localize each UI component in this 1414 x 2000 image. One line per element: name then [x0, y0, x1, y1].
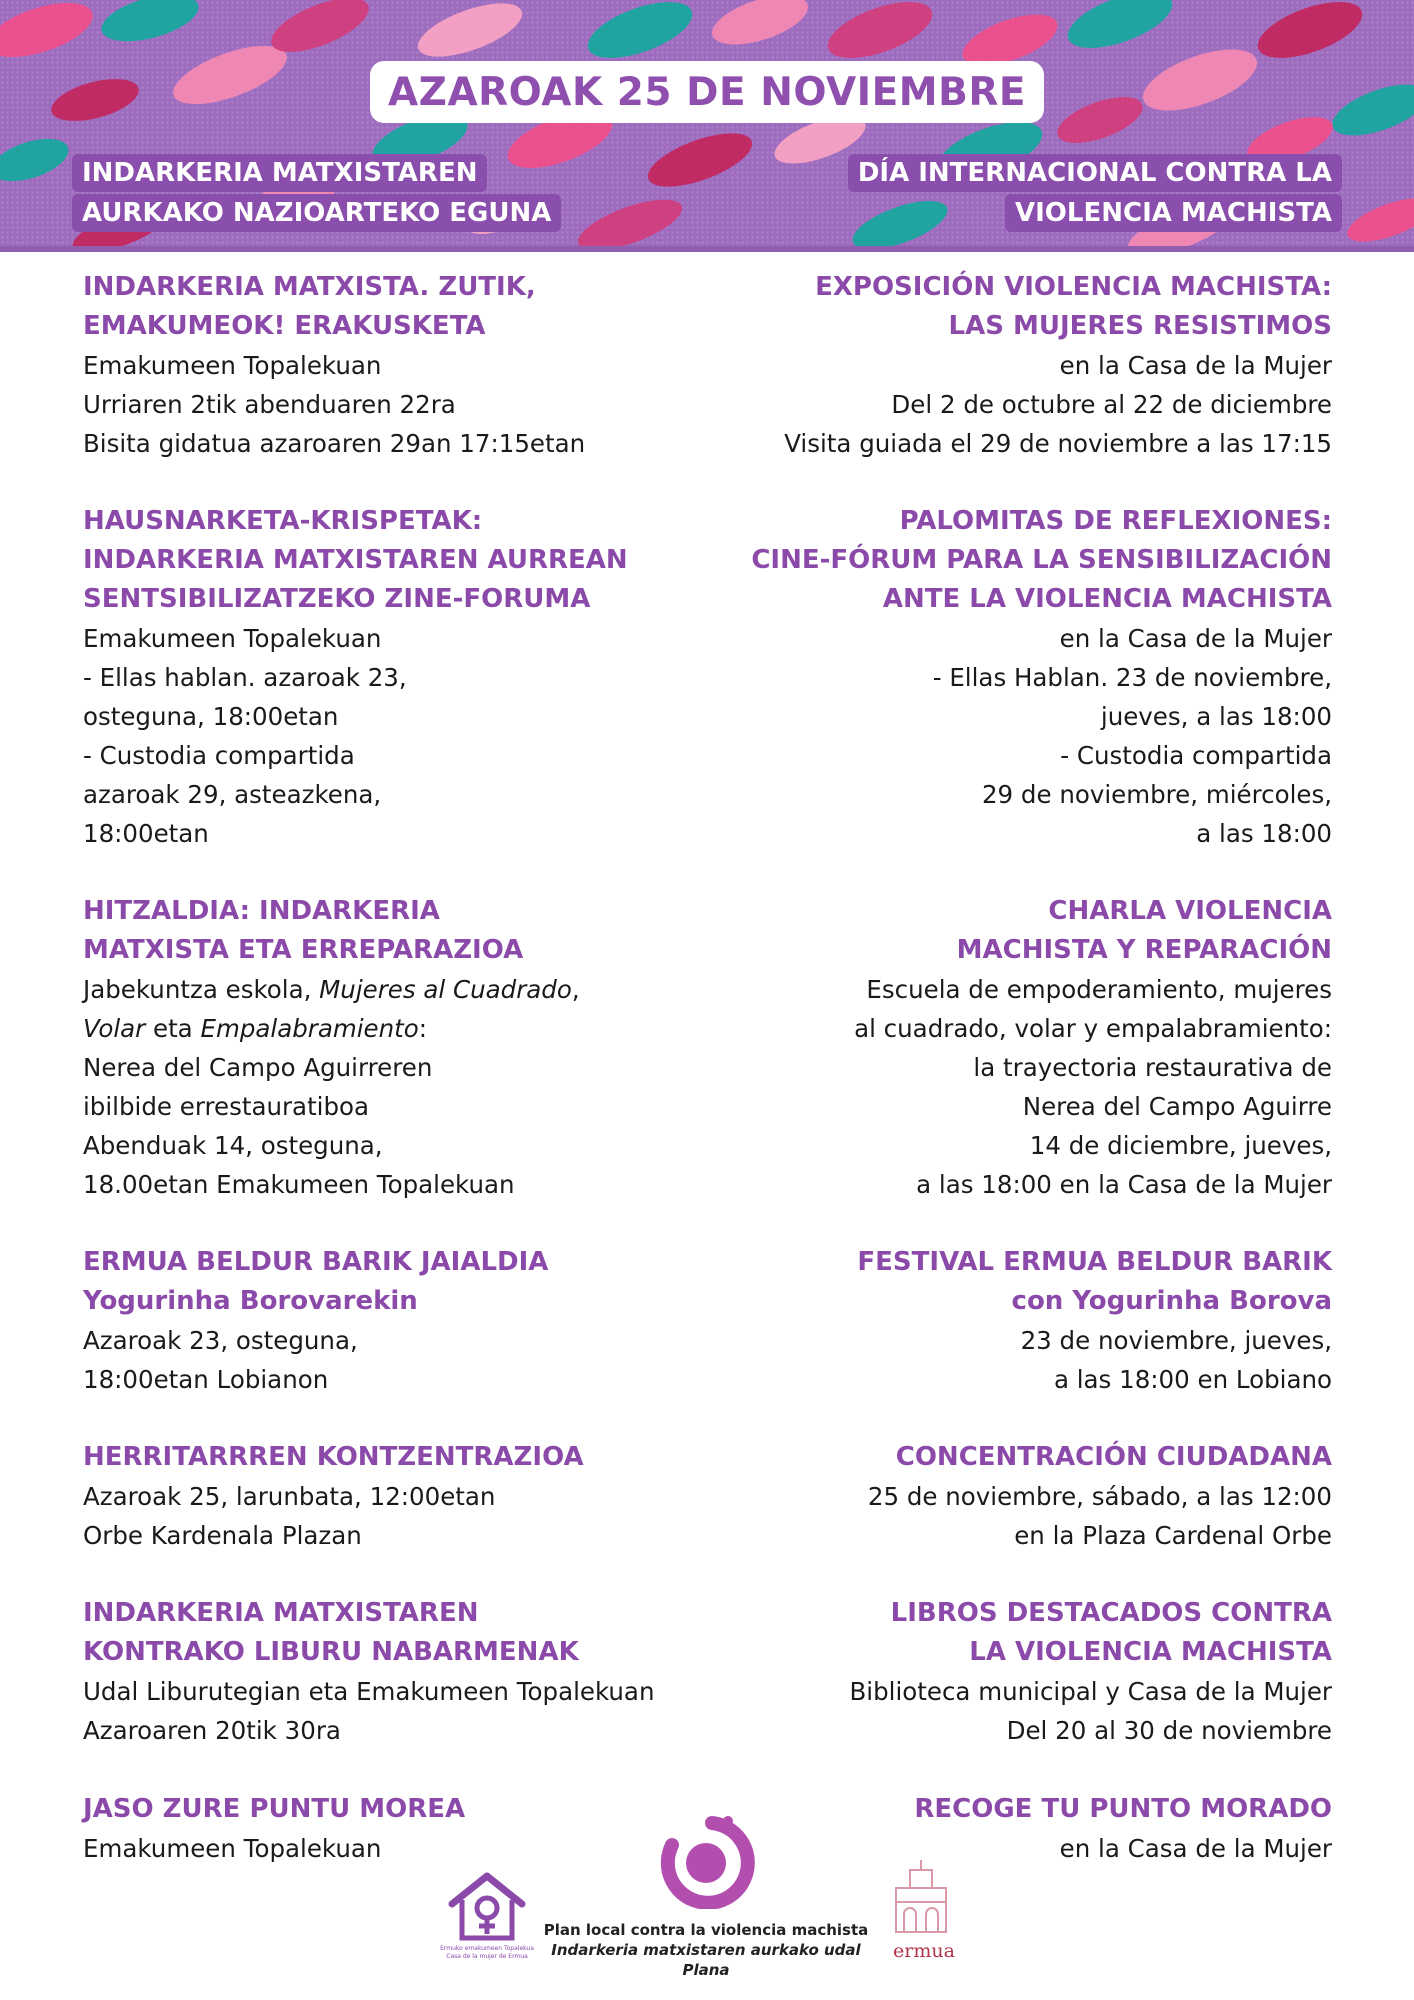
event-es-books [732, 1594, 1332, 1750]
event-detail: Visita guiada el 29 de noviembre a las 17:15 [784, 429, 1332, 458]
event-eu-festival [83, 1243, 683, 1399]
event-detail: Urriaren 2tik abenduaren 22ra [83, 390, 456, 419]
event-detail: Azaroaren 20tik 30ra [83, 1716, 341, 1745]
event-detail: Abenduak 14, osteguna, [83, 1131, 383, 1160]
event-es-purple-point [732, 1790, 1332, 1868]
event-detail: 14 de diciembre, jueves, [1029, 1131, 1332, 1160]
event-detail: 18.00etan Emakumeen Topalekuan [83, 1170, 515, 1199]
event-detail: a las 18:00 en la Casa de la Mujer [916, 1170, 1332, 1199]
header-title-basque-line-2: AURKAKO NAZIOARTEKO EGUNA [72, 194, 561, 232]
event-es-concentration [732, 1438, 1332, 1555]
event-detail: la trayectoria restaurativa de [973, 1053, 1332, 1082]
event-detail: Volar eta Empalabramiento: [83, 1014, 428, 1043]
event-detail: Biblioteca municipal y Casa de la Mujer [849, 1677, 1332, 1706]
event-eu-cineforum [83, 502, 683, 853]
event-title: RECOGE TU PUNTO MORADO [914, 1794, 1332, 1824]
event-title: PALOMITAS DE REFLEXIONES: [899, 506, 1332, 536]
header-title-spanish-line-1: DÍA INTERNACIONAL CONTRA LA [848, 154, 1342, 192]
event-detail: Azaroak 25, larunbata, 12:00etan [83, 1482, 496, 1511]
event-title: MATXISTA ETA ERREPARAZIOA [83, 935, 524, 965]
header-divider [0, 246, 1414, 252]
event-detail: Udal Liburutegian eta Emakumeen Topalekuan [83, 1677, 655, 1706]
event-detail: Del 2 de octubre al 22 de diciembre [891, 390, 1332, 419]
header-banner [0, 0, 1414, 252]
date-banner [370, 61, 1044, 123]
event-detail: osteguna, 18:00etan [83, 702, 339, 731]
event-detail: Del 20 al 30 de noviembre [1006, 1716, 1332, 1745]
event-detail: Bisita gidatua azaroaren 29an 17:15etan [83, 429, 586, 458]
event-title: LIBROS DESTACADOS CONTRA [890, 1598, 1332, 1628]
event-title: SENTSIBILIZATZEKO ZINE-FORUMA [83, 584, 591, 614]
header-title-basque-line-1: INDARKERIA MATXISTAREN [72, 154, 487, 192]
header-title-spanish-line-2: VIOLENCIA MACHISTA [1005, 194, 1342, 232]
event-es-talk [732, 892, 1332, 1204]
event-eu-concentration [83, 1438, 683, 1555]
event-es-exhibition [732, 268, 1332, 463]
event-title: Yogurinha Borovarekin [83, 1286, 418, 1316]
event-title: CHARLA VIOLENCIA [1048, 896, 1332, 926]
event-detail: - Ellas Hablan. 23 de noviembre, [932, 663, 1332, 692]
event-title: INDARKERIA MATXISTA. ZUTIK, [83, 272, 536, 302]
event-detail: a las 18:00 en Lobiano [1053, 1365, 1332, 1394]
event-detail: 18:00etan [83, 819, 209, 848]
event-detail: 29 de noviembre, miércoles, [981, 780, 1332, 809]
event-title: INDARKERIA MATXISTAREN [83, 1598, 479, 1628]
event-title: FESTIVAL ERMUA BELDUR BARIK [857, 1247, 1332, 1277]
event-title: HERRITARRREN KONTZENTRAZIOA [83, 1442, 584, 1472]
event-title: CINE-FÓRUM PARA LA SENSIBILIZACIÓN [751, 545, 1332, 575]
event-detail: Azaroak 23, osteguna, [83, 1326, 358, 1355]
event-detail: Nerea del Campo Aguirre [1022, 1092, 1332, 1121]
event-detail: en la Plaza Cardenal Orbe [1014, 1521, 1332, 1550]
ermua-town-logo-icon [886, 1858, 956, 1938]
event-detail: 23 de noviembre, jueves, [1020, 1326, 1332, 1355]
event-detail: 18:00etan Lobianon [83, 1365, 329, 1394]
event-title: CONCENTRACIÓN CIUDADANA [895, 1442, 1332, 1472]
event-detail: jueves, a las 18:00 [1100, 702, 1332, 731]
event-detail: Nerea del Campo Aguirreren [83, 1053, 433, 1082]
plan-caption-spanish: Plan local contra la violencia machista [543, 1921, 869, 1939]
event-title: MACHISTA Y REPARACIÓN [956, 935, 1332, 965]
event-detail: Escuela de empoderamiento, mujeres [866, 975, 1332, 1004]
women-house-logo-caption: Ermuko emakumeen Topalekua Casa de la mujer de Ermua [440, 1945, 534, 1960]
header-title-basque [72, 154, 561, 232]
event-detail: al cuadrado, volar y empalabramiento: [854, 1014, 1332, 1043]
event-title: JASO ZURE PUNTU MOREA [83, 1794, 466, 1824]
event-title: EMAKUMEOK! ERAKUSKETA [83, 311, 486, 341]
event-title: INDARKERIA MATXISTAREN AURREAN [83, 545, 628, 575]
event-eu-talk [83, 892, 683, 1204]
event-detail: - Ellas hablan. azaroak 23, [83, 663, 407, 692]
date-title: AZAROAK 25 DE NOVIEMBRE [388, 69, 1026, 115]
event-detail: a las 18:00 [1196, 819, 1332, 848]
event-detail: en la Casa de la Mujer [1059, 1834, 1332, 1863]
event-es-festival [732, 1243, 1332, 1399]
event-detail: azaroak 29, asteazkena, [83, 780, 382, 809]
event-detail: en la Casa de la Mujer [1059, 624, 1332, 653]
event-detail: - Custodia compartida [1060, 741, 1332, 770]
women-house-logo-icon [446, 1870, 528, 1944]
event-es-cineforum [732, 502, 1332, 853]
event-title: HAUSNARKETA-KRISPETAK: [83, 506, 483, 536]
event-detail: en la Casa de la Mujer [1059, 351, 1332, 380]
purple-swirl-logo-icon [654, 1815, 758, 1909]
event-title: ERMUA BELDUR BARIK JAIALDIA [83, 1247, 549, 1277]
event-detail: Emakumeen Topalekuan [83, 1834, 382, 1863]
event-detail: 25 de noviembre, sábado, a las 12:00 [867, 1482, 1332, 1511]
event-title: HITZALDIA: INDARKERIA [83, 896, 440, 926]
event-detail: ibilbide errestauratiboa [83, 1092, 370, 1121]
event-title: EXPOSICIÓN VIOLENCIA MACHISTA: [815, 272, 1332, 302]
header-title-spanish [848, 154, 1342, 232]
event-eu-exhibition [83, 268, 683, 463]
event-detail: - Custodia compartida [83, 741, 355, 770]
plan-caption [540, 1920, 872, 1980]
event-title: LA VIOLENCIA MACHISTA [969, 1637, 1332, 1667]
event-eu-purple-point [83, 1790, 683, 1868]
event-detail: Emakumeen Topalekuan [83, 624, 382, 653]
event-detail: Orbe Kardenala Plazan [83, 1521, 362, 1550]
event-title: ANTE LA VIOLENCIA MACHISTA [882, 584, 1332, 614]
event-detail: Emakumeen Topalekuan [83, 351, 382, 380]
event-detail: Jabekuntza eskola, Mujeres al Cuadrado, [83, 975, 580, 1004]
event-eu-books [83, 1594, 683, 1750]
event-title: con Yogurinha Borova [1011, 1286, 1332, 1316]
event-title: LAS MUJERES RESISTIMOS [948, 311, 1332, 341]
ermua-logo-text: ermua [893, 1940, 955, 1962]
event-title: KONTRAKO LIBURU NABARMENAK [83, 1637, 579, 1667]
plan-caption-basque: Indarkeria matxistaren aurkako udal Plana [551, 1941, 861, 1979]
